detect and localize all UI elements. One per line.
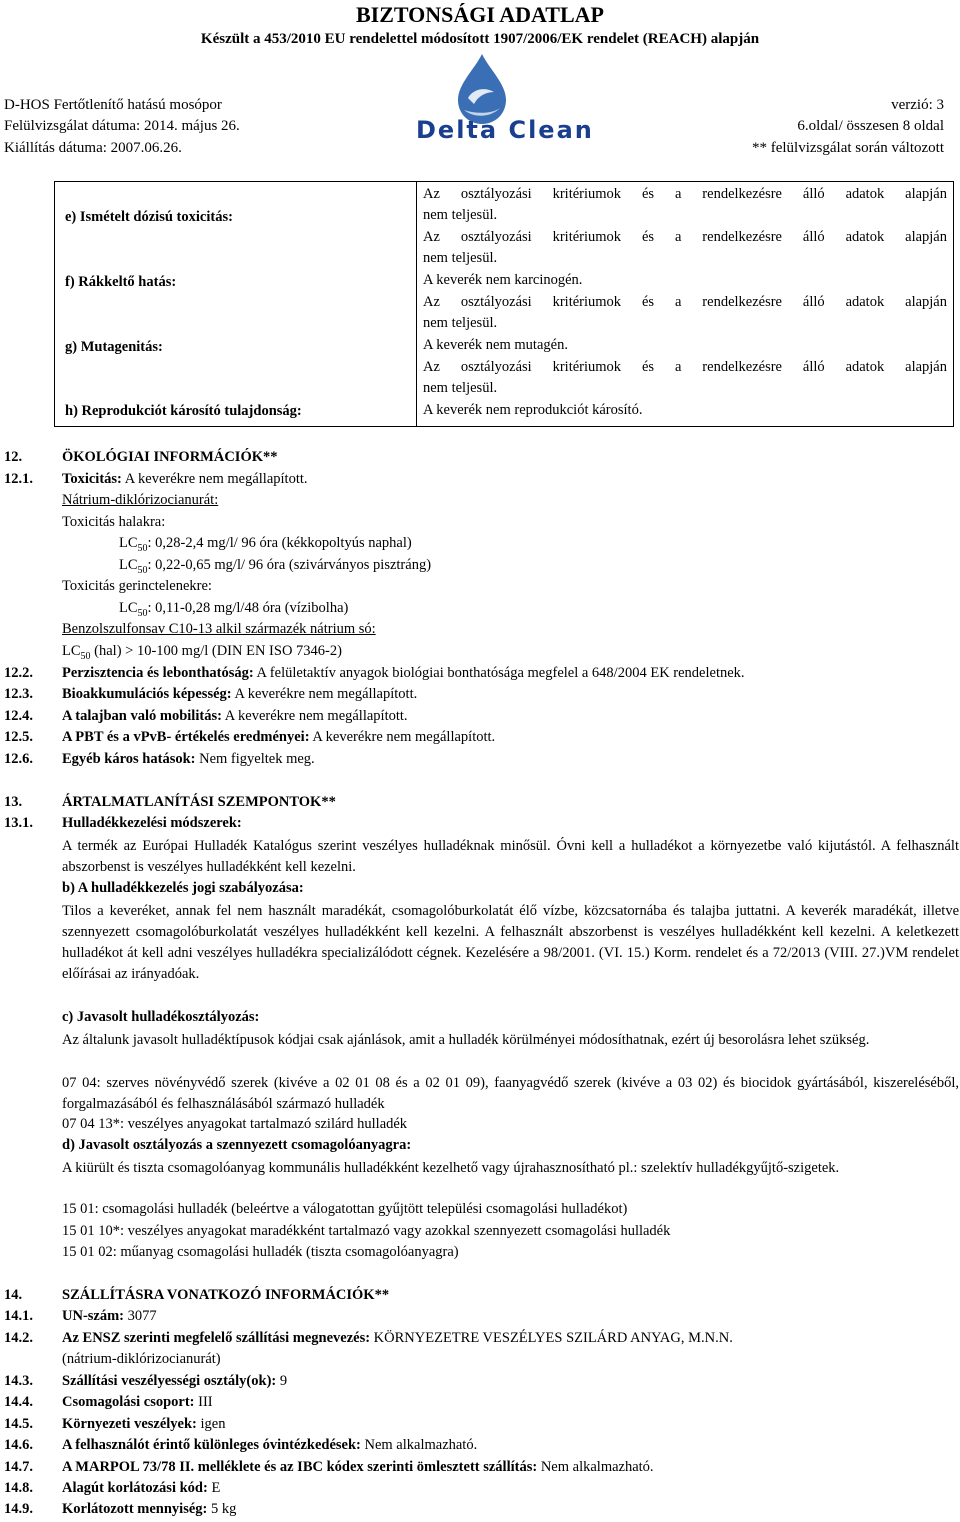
item-14-3: Szállítási veszélyességi osztály(ok): 9 (62, 1373, 288, 1389)
item-label: Hulladékkezelési módszerek: (62, 815, 242, 831)
delta-clean-logo (408, 52, 594, 152)
item-14-6: A felhasználót érintő különleges óvintézkedések: Nem alkalmazható. (62, 1437, 478, 1453)
review-date: Felülvizsgálat dátuma: 2014. május 26. (4, 118, 240, 134)
item-number: 12.2. (4, 665, 33, 681)
fish-toxicity-label: Toxicitás halakra: (62, 514, 166, 530)
item-12-4: A talajban való mobilitás: A keverékre nem megállapított. (62, 708, 408, 724)
version-label: verzió: 3 (891, 97, 944, 113)
value-line: Az osztályozási kritériumok és a rendelkezésre álló adatok alapján (423, 186, 947, 202)
toxicity-values-cell (417, 182, 954, 427)
item-number: 14.2. (4, 1330, 33, 1346)
document-title: BIZTONSÁGI ADATLAP (356, 2, 604, 27)
waste-code: 15 01 10*: veszélyes anyagokat maradékként tartalmazó vagy azokkal szennyezett csomagolási hulladék (62, 1223, 671, 1239)
lc50-line: $LC_{50}$ (hal) > 10-100 mg/l (DIN EN ISO 7346-2) (62, 643, 342, 662)
item-12-1 (62, 471, 308, 488)
item-number: 12.1. (4, 471, 33, 487)
value-line: A keverék nem karcinogén. (423, 272, 583, 288)
item-14-1: UN-szám: 3077 (62, 1308, 157, 1324)
product-name: D-HOS Fertőtlenítő hatású mosópor (4, 97, 222, 113)
item-number: 14.6. (4, 1437, 33, 1453)
item-14-4: Csomagolási csoport: III (62, 1394, 213, 1410)
item-14-8: Alagút korlátozási kód: E (62, 1480, 221, 1496)
label-reproductive: h) Reprodukciót károsító tulajdonság: (65, 403, 302, 419)
toxicity-table (54, 181, 954, 427)
item-14-5: Környezeti veszélyek: igen (62, 1416, 226, 1432)
section-12-number: 12. (4, 449, 23, 465)
value-line: nem teljesül. (423, 315, 498, 331)
item-number: 12.6. (4, 751, 33, 767)
change-note: ** felülvizsgálat során változott (751, 140, 944, 156)
item-number: 14.4. (4, 1394, 33, 1410)
section-14-title: SZÁLLÍTÁSRA VONATKOZÓ INFORMÁCIÓK** (62, 1287, 390, 1303)
item-12-3: Bioakkumulációs képesség: A keverékre nem megállapított. (62, 686, 418, 702)
value-line: nem teljesül. (423, 250, 498, 266)
waste-paragraph: Tilos a keveréket, annak fel nem használt maradékát, csomagolóburkolatát élő vízbe, közcsatornába és talajba juttatni. A keverék maradékát, illetve szennyezett csomagolóburkolatát veszélyes hulladékként kell kezelni. A felhasznált abszorbenst is veszélyes hulladékként kell kezelni. A keletkezett hulladékot át kell adni veszélyes hulladékra specializálódott cégnek. Kezelésére a 98/2001. (VI. 15.) Korm. rendelet és a 72/2013 (VIII. 27.)VM rendelet előírásai az irányadóak. (62, 903, 959, 982)
label-carcinogenicity: f) Rákkeltő hatás: (65, 274, 177, 290)
substance-heading: Nátrium-diklórizocianurát: (62, 492, 219, 508)
section-13-number: 13. (4, 794, 23, 810)
waste-code: 15 01: csomagolási hulladék (beleértve a válogatottan gyűjtött települési csomagolási hulladékot) (62, 1201, 628, 1217)
lc50-line: $LC_{50}$: 0,11-0,28 mg/l/48 óra (vízibolha) (119, 600, 349, 619)
item-number: 14.1. (4, 1308, 33, 1324)
section-12-title: ÖKOLÓGIAI INFORMÁCIÓK** (62, 449, 278, 465)
value-line: Az osztályozási kritériumok és a rendelkezésre álló adatok alapján (423, 359, 947, 375)
substance-heading: Benzolszulfonsav C10-13 alkil származék nátrium só: (62, 621, 376, 637)
toxicity-labels-cell (55, 182, 417, 427)
item-number: 14.9. (4, 1501, 33, 1517)
label-repeated-dose: e) Ismételt dózisú toxicitás: (65, 209, 233, 225)
subheading: c) Javasolt hulladékosztályozás: (62, 1009, 260, 1025)
item-number: 14.7. (4, 1459, 33, 1475)
item-number: 14.5. (4, 1416, 33, 1432)
item-text: A keverékre nem megállapított. (124, 471, 308, 487)
item-number: 13.1. (4, 815, 33, 831)
waste-code: 15 01 02: műanyag csomagolási hulladék (tiszta csomagolóanyagra) (62, 1244, 459, 1260)
label-mutagenicity: g) Mutagenitás: (65, 339, 163, 355)
item-12-5: A PBT és a vPvB- értékelés eredményei: A keverékre nem megállapított. (62, 729, 496, 745)
value-line: nem teljesül. (423, 380, 498, 396)
lc50-line: $LC_{50}$: 0,28-2,4 mg/l/ 96 óra (kékkopoltyús naphal) (119, 535, 412, 554)
item-12-2: Perzisztencia és lebonthatóság: A felületaktív anyagok biológiai bonthatósága megfelel a 648/2004 EK rendeletnek. (62, 665, 745, 681)
subheading: b) A hulladékkezelés jogi szabályozása: (62, 880, 304, 896)
item-number: 12.3. (4, 686, 33, 702)
page-counter: 6.oldal/ összesen 8 oldal (797, 118, 944, 134)
value-line: Az osztályozási kritériumok és a rendelkezésre álló adatok alapján (423, 229, 947, 245)
waste-code: 07 04 13*: veszélyes anyagokat tartalmazó szilárd hulladék (62, 1116, 408, 1132)
issue-date: Kiállítás dátuma: 2007.06.26. (4, 140, 182, 156)
value-line: A keverék nem mutagén. (423, 337, 568, 353)
item-12-6: Egyéb káros hatások: Nem figyeltek meg. (62, 751, 315, 767)
item-14-2: Az ENSZ szerinti megfelelő szállítási megnevezés: KÖRNYEZETRE VESZÉLYES SZILÁRD ANYAG, M.N.N. (62, 1330, 733, 1346)
item-14-9: Korlátozott mennyiség: 5 kg (62, 1501, 237, 1517)
item-number: 12.5. (4, 729, 33, 745)
item-number: 14.8. (4, 1480, 33, 1496)
value-line: nem teljesül. (423, 207, 498, 223)
waste-paragraph: Az általunk javasolt hulladéktípusok kódjai csak ajánlások, amit a hulladék körülményei módosíthatnak, ezért új besorolásra lehet szükség. (62, 1032, 870, 1048)
section-13-title: ÁRTALMATLANÍTÁSI SZEMPONTOK** (62, 794, 336, 810)
item-label: Toxicitás: (62, 471, 122, 487)
section-14-number: 14. (4, 1287, 23, 1303)
lc50-line: $LC_{50}$: 0,22-0,65 mg/l/ 96 óra (szivárványos pisztráng) (119, 557, 432, 576)
invertebrate-toxicity-label: Toxicitás gerinctelenekre: (62, 578, 212, 594)
item-14-7: A MARPOL 73/78 II. melléklete és az IBC kódex szerinti ömlesztett szállítás: Nem alkalmazható. (62, 1459, 654, 1475)
waste-code-paragraph: 07 04: szerves növényvédő szerek (kivéve a 02 01 08 és a 02 01 09), faanyagvédő szerek (kivéve a 03 02) és biocidok gyártásából, kiszereléséből, forgalmazásából és felhasználásából származó hulladék (62, 1075, 959, 1112)
waste-paragraph: A termék az Európai Hulladék Katalógus szerint veszélyes hulladéknak minősül. Óvni kell a hulladékot a környezetbe való kijutástól. A felhasznált abszorbenst is veszélyes hulladékként kell kezelni. (62, 838, 959, 875)
value-line: A keverék nem reprodukciót károsító. (423, 402, 643, 418)
document-subtitle: Készült a 453/2010 EU rendelettel módosított 1907/2006/EK rendelet (REACH) alapján (200, 31, 760, 47)
value-line: Az osztályozási kritériumok és a rendelkezésre álló adatok alapján (423, 294, 947, 310)
waste-paragraph: A kiürült és tiszta csomagolóanyag kommunális hulladékként kezelhető vagy újrahasznosítható pl.: szelektív hulladékgyűjtő-szigetek. (62, 1160, 840, 1176)
item-number: 12.4. (4, 708, 33, 724)
subheading: d) Javasolt osztályozás a szennyezett csomagolóanyagra: (62, 1137, 412, 1153)
item-number: 14.3. (4, 1373, 33, 1389)
item-14-2-continuation: (nátrium-diklórizocianurát) (62, 1351, 221, 1367)
logo-wordmark: Delta Clean (416, 116, 594, 144)
